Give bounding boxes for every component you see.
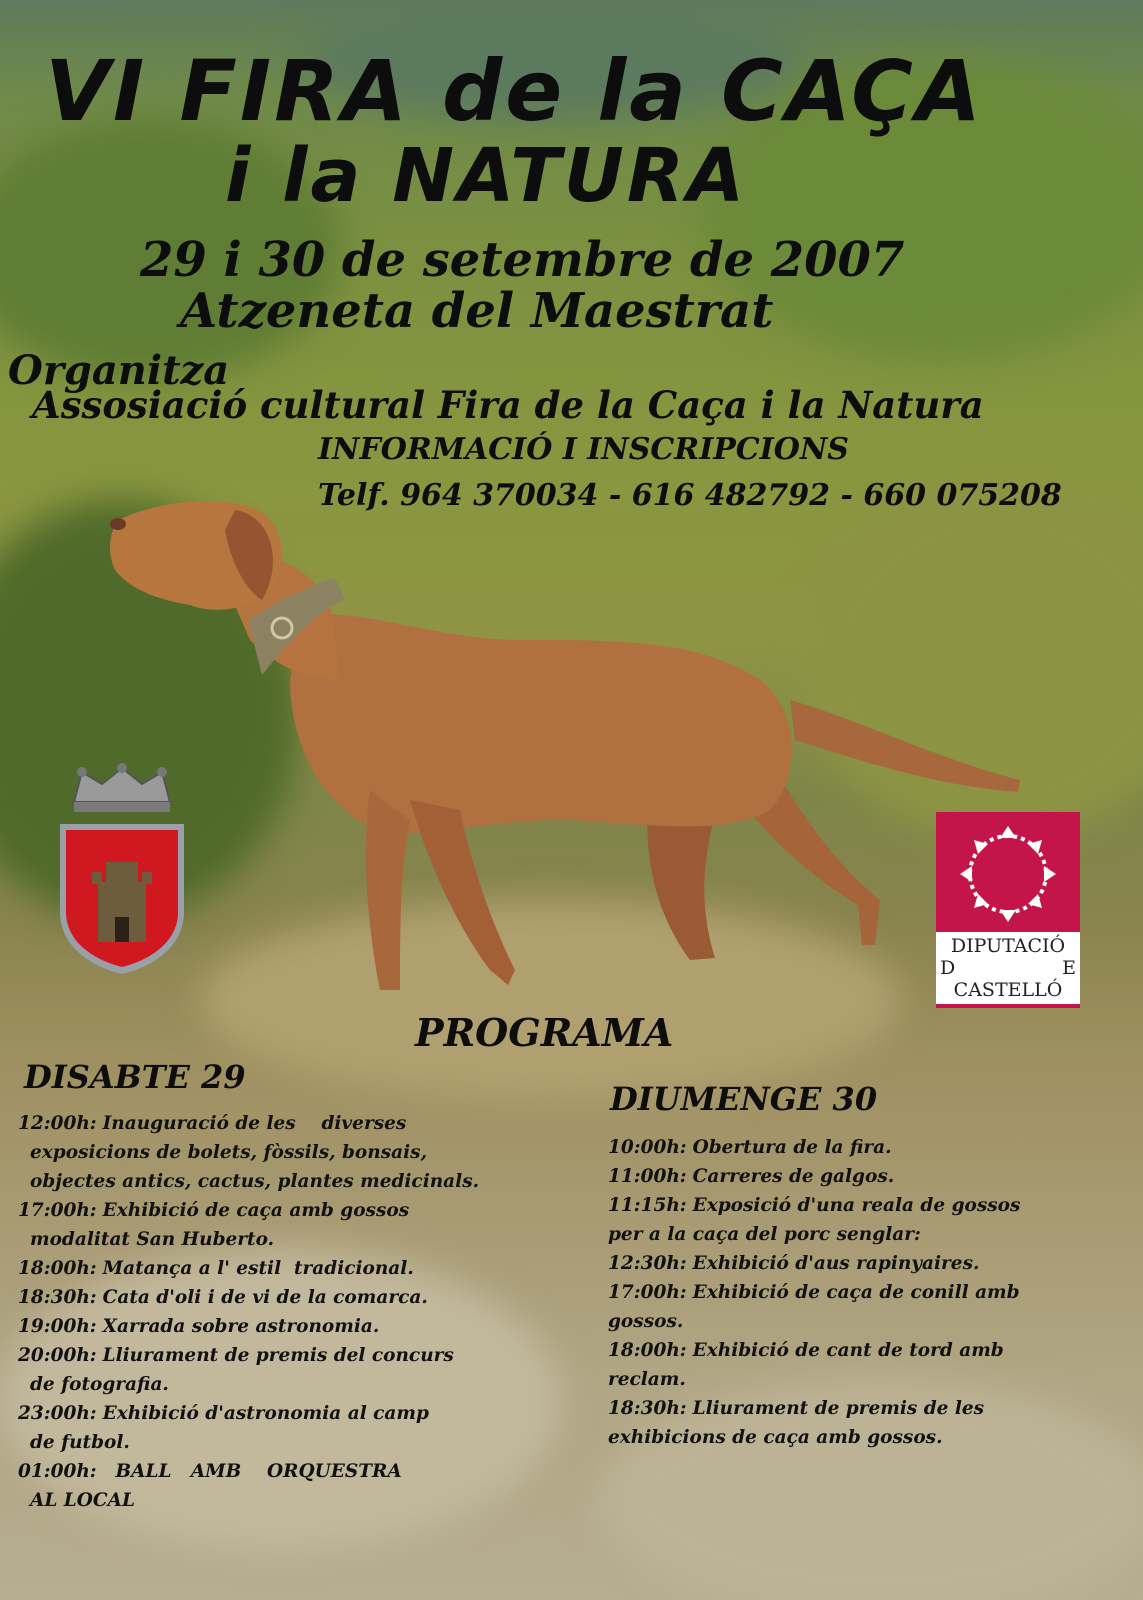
logo-text-line3: CASTELLÓ — [953, 979, 1063, 1001]
info-heading: INFORMACIÓ I INSCRIPCIONS — [318, 432, 849, 467]
schedule-text-continuation: modalitat San Huberto. — [30, 1229, 275, 1250]
schedule-text: BALL AMB ORQUESTRA — [102, 1461, 402, 1482]
schedule-item-continuation — [608, 1365, 1020, 1394]
schedule-text: Cata d'oli i de vi de la comarca. — [102, 1287, 428, 1308]
schedule-text: Exhibició de caça amb gossos — [102, 1200, 410, 1221]
schedule-item — [18, 1196, 479, 1225]
schedule-item — [608, 1278, 1020, 1307]
schedule-time: 19:00h: — [18, 1316, 97, 1337]
schedule-text-continuation: reclam. — [608, 1369, 686, 1390]
schedule-text-continuation: exhibicions de caça amb gossos. — [608, 1427, 943, 1448]
schedule-item-continuation — [18, 1138, 479, 1167]
schedule-text: Obertura de la fira. — [692, 1137, 892, 1158]
schedule-item-continuation — [18, 1428, 479, 1457]
schedule-time: 11:00h: — [608, 1166, 687, 1187]
schedule-text-continuation: objectes antics, cactus, plantes medicinals. — [30, 1171, 480, 1192]
organizer-label: Organitza — [8, 347, 230, 394]
schedule-text: Exposició d'una reala de gossos — [692, 1195, 1021, 1216]
coat-of-arms-shield — [52, 762, 192, 980]
logo-text-line1: DIPUTACIÓ — [950, 935, 1066, 957]
schedule-time: 01:00h: — [18, 1461, 97, 1482]
schedule-text-continuation: per a la caça del porc senglar: — [608, 1224, 921, 1245]
schedule-text: Inauguració de les diverses — [102, 1113, 407, 1134]
schedule-text-continuation: de futbol. — [30, 1432, 130, 1453]
logo-bottom-rule — [936, 1004, 1080, 1008]
schedule-text-continuation: AL LOCAL — [30, 1490, 136, 1511]
logo-text-d: D — [940, 957, 956, 979]
schedule-time: 18:00h: — [608, 1340, 687, 1361]
saturday-heading: DISABTE 29 — [24, 1058, 246, 1096]
event-date: 29 i 30 de setembre de 2007 — [140, 232, 905, 288]
title-line-1: VI FIRA de la CAÇA — [45, 42, 984, 140]
schedule-text: Exhibició de cant de tord amb — [692, 1340, 1004, 1361]
schedule-item — [608, 1191, 1020, 1220]
schedule-item-continuation — [608, 1220, 1020, 1249]
diputacio-castello-logo — [936, 812, 1080, 1008]
schedule-text-continuation: exposicions de bolets, fòssils, bonsais, — [30, 1142, 428, 1163]
schedule-text-continuation: de fotografia. — [30, 1374, 169, 1395]
schedule-text: Lliurament de premis de les — [692, 1398, 985, 1419]
schedule-time: 12:30h: — [608, 1253, 687, 1274]
phone-numbers: Telf. 964 370034 - 616 482792 - 660 075208 — [318, 478, 1062, 513]
schedule-item-continuation — [608, 1307, 1020, 1336]
schedule-time: 18:30h: — [608, 1398, 687, 1419]
schedule-item-continuation — [18, 1167, 479, 1196]
schedule-time: 20:00h: — [18, 1345, 97, 1366]
schedule-text: Matança a l' estil tradicional. — [102, 1258, 414, 1279]
schedule-time: 17:00h: — [608, 1282, 687, 1303]
schedule-item — [608, 1249, 1020, 1278]
schedule-item — [18, 1399, 479, 1428]
sunday-heading: DIUMENGE 30 — [610, 1080, 878, 1118]
schedule-text: Xarrada sobre astronomia. — [102, 1316, 380, 1337]
schedule-item-continuation — [18, 1225, 479, 1254]
schedule-text-continuation: gossos. — [608, 1311, 684, 1332]
schedule-item — [18, 1283, 479, 1312]
schedule-time: 11:15h: — [608, 1195, 687, 1216]
schedule-item — [608, 1394, 1020, 1423]
schedule-item — [18, 1312, 479, 1341]
logo-text-e: E — [1062, 957, 1076, 979]
schedule-time: 23:00h: — [18, 1403, 97, 1424]
logo-emblem-icon — [958, 824, 1058, 924]
schedule-text: Exhibició d'astronomia al camp — [102, 1403, 429, 1424]
saturday-schedule — [18, 1109, 479, 1515]
sunday-schedule — [608, 1133, 1020, 1452]
schedule-item — [18, 1341, 479, 1370]
schedule-text: Exhibició de caça de conill amb — [692, 1282, 1020, 1303]
schedule-item-continuation — [608, 1423, 1020, 1452]
schedule-item — [18, 1457, 479, 1486]
event-place: Atzeneta del Maestrat — [180, 283, 774, 339]
schedule-text: Carreres de galgos. — [692, 1166, 895, 1187]
schedule-item — [18, 1254, 479, 1283]
title-line-2: i la NATURA — [225, 133, 748, 219]
schedule-item — [608, 1336, 1020, 1365]
programa-heading: PROGRAMA — [415, 1010, 674, 1055]
schedule-time: 12:00h: — [18, 1113, 97, 1134]
schedule-item-continuation — [18, 1370, 479, 1399]
schedule-text: Lliurament de premis del concurs — [102, 1345, 454, 1366]
schedule-time: 17:00h: — [18, 1200, 97, 1221]
schedule-text: Exhibició d'aus rapinyaires. — [692, 1253, 980, 1274]
schedule-item — [608, 1162, 1020, 1191]
schedule-item-continuation — [18, 1486, 479, 1515]
schedule-time: 10:00h: — [608, 1137, 687, 1158]
schedule-item — [18, 1109, 479, 1138]
schedule-time: 18:00h: — [18, 1258, 97, 1279]
schedule-item — [608, 1133, 1020, 1162]
schedule-time: 18:30h: — [18, 1287, 97, 1308]
organizer-name: Assosiació cultural Fira de la Caça i la Natura — [32, 383, 984, 427]
